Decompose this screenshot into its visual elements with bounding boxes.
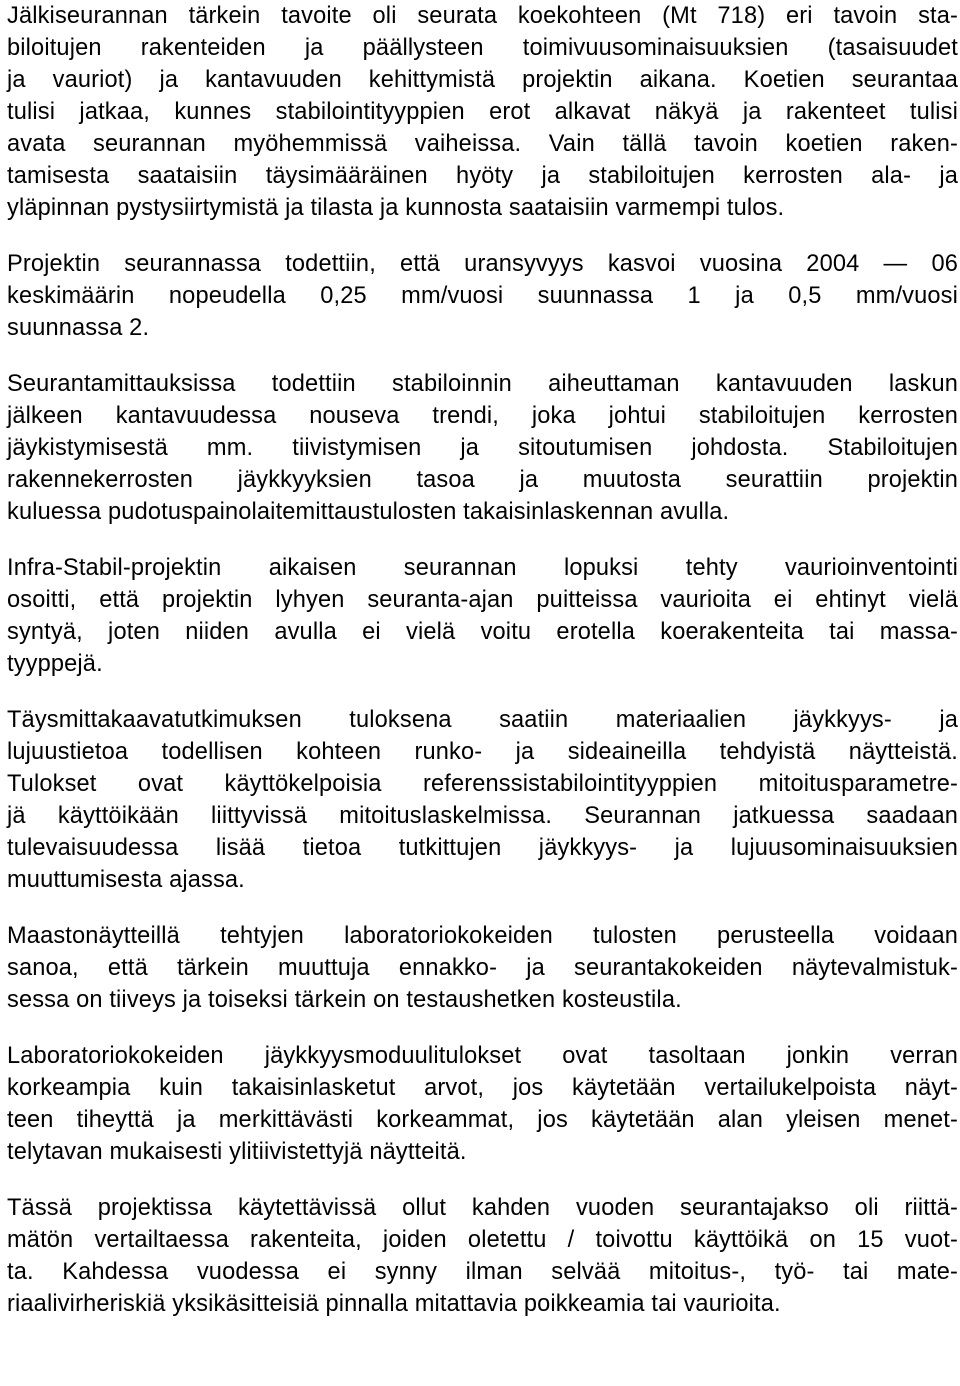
text-line: Laboratoriokokeiden jäykkyysmoduulitulokset ovat tasoltaan jonkin verran [7, 1043, 958, 1069]
text-line: suunnassa 2. [7, 315, 150, 341]
text-line: ja vauriot) ja kantavuuden kehittymistä projektin aikana. Koetien seurantaa [7, 67, 958, 93]
text-line: ta. Kahdessa vuodessa ei synny ilman selvää mitoitus-, työ- tai mate- [7, 1259, 958, 1285]
text-line: kuluessa pudotuspainolaitemittaustulosten takaisinlaskennan avulla. [7, 499, 730, 525]
text-line: tyyppejä. [7, 651, 103, 677]
text-line: Projektin seurannassa todettiin, että uransyvyys kasvoi vuosina 2004 — 06 [7, 251, 958, 277]
text-line: sessa on tiiveys ja toiseksi tärkein on testaushetken kosteustila. [7, 987, 682, 1013]
text-line: avata seurannan myöhemmissä vaiheissa. Vain tällä tavoin koetien raken- [7, 131, 958, 157]
paragraph [7, 368, 958, 528]
text-line: telytavan mukaisesti ylitiivistettyjä näytteitä. [7, 1139, 467, 1165]
text-line: teen tiheyttä ja merkittävästi korkeammat, jos käytetään alan yleisen menet- [7, 1107, 958, 1133]
text-line: jälkeen kantavuudessa nouseva trendi, joka johtui stabiloitujen kerrosten [7, 403, 958, 429]
text-line: keskimäärin nopeudella 0,25 mm/vuosi suunnassa 1 ja 0,5 mm/vuosi [7, 283, 958, 309]
text-line: Tässä projektissa käytettävissä ollut kahden vuoden seurantajakso oli riittä- [7, 1195, 958, 1221]
paragraph [7, 1192, 958, 1320]
paragraph [7, 552, 958, 680]
text-line: muuttumisesta ajassa. [7, 867, 245, 893]
paragraph [7, 0, 958, 224]
text-line: yläpinnan pystysiirtymistä ja tilasta ja kunnosta saataisiin varmempi tulos. [7, 195, 785, 221]
document-body [7, 0, 958, 1344]
text-line: riaalivirheriskiä yksikäsitteisiä pinnalla mitattavia poikkeamia tai vaurioita. [7, 1291, 781, 1317]
text-line: Seurantamittauksissa todettiin stabiloinnin aiheuttaman kantavuuden laskun [7, 371, 958, 397]
text-line: syntyä, joten niiden avulla ei vielä voitu erotella koerakenteita tai massa- [7, 619, 958, 645]
text-line: mätön vertailtaessa rakenteita, joiden oletettu / toivottu käyttöikä on 15 vuot- [7, 1227, 958, 1253]
paragraph [7, 1040, 958, 1168]
text-line: Täysmittakaavatutkimuksen tuloksena saatiin materiaalien jäykkyys- ja [7, 707, 958, 733]
text-line: osoitti, että projektin lyhyen seuranta-ajan puitteissa vaurioita ei ehtinyt vielä [7, 587, 958, 613]
text-line: tamisesta saataisiin täysimääräinen hyöty ja stabiloitujen kerrosten ala- ja [7, 163, 958, 189]
text-line: sanoa, että tärkein muuttuja ennakko- ja seurantakokeiden näytevalmistuk- [7, 955, 958, 981]
text-line: Infra-Stabil-projektin aikaisen seurannan lopuksi tehty vaurioinventointi [7, 555, 958, 581]
text-line: biloitujen rakenteiden ja päällysteen toimivuusominaisuuksien (tasaisuudet [7, 35, 958, 61]
text-line: Maastonäytteillä tehtyjen laboratoriokokeiden tulosten perusteella voidaan [7, 923, 958, 949]
text-line: lujuustietoa todellisen kohteen runko- ja sideaineilla tehdyistä näytteistä. [7, 739, 958, 765]
paragraph [7, 704, 958, 896]
text-line: jä käyttöikään liittyvissä mitoituslaskelmissa. Seurannan jatkuessa saadaan [7, 803, 958, 829]
text-line: jäykistymisestä mm. tiivistymisen ja sitoutumisen johdosta. Stabiloitujen [7, 435, 958, 461]
text-line: tulevaisuudessa lisää tietoa tutkittujen jäykkyys- ja lujuusominaisuuksien [7, 835, 958, 861]
text-line: korkeampia kuin takaisinlasketut arvot, jos käytetään vertailukelpoista näyt- [7, 1075, 958, 1101]
text-line: Tulokset ovat käyttökelpoisia referenssistabilointityyppien mitoitusparametre- [7, 771, 958, 797]
text-line: tulisi jatkaa, kunnes stabilointityyppien erot alkavat näkyä ja rakenteet tulisi [7, 99, 958, 125]
paragraph [7, 248, 958, 344]
text-line: Jälkiseurannan tärkein tavoite oli seurata koekohteen (Mt 718) eri tavoin sta- [7, 3, 958, 29]
paragraph [7, 920, 958, 1016]
text-line: rakennekerrosten jäykkyyksien tasoa ja muutosta seurattiin projektin [7, 467, 958, 493]
